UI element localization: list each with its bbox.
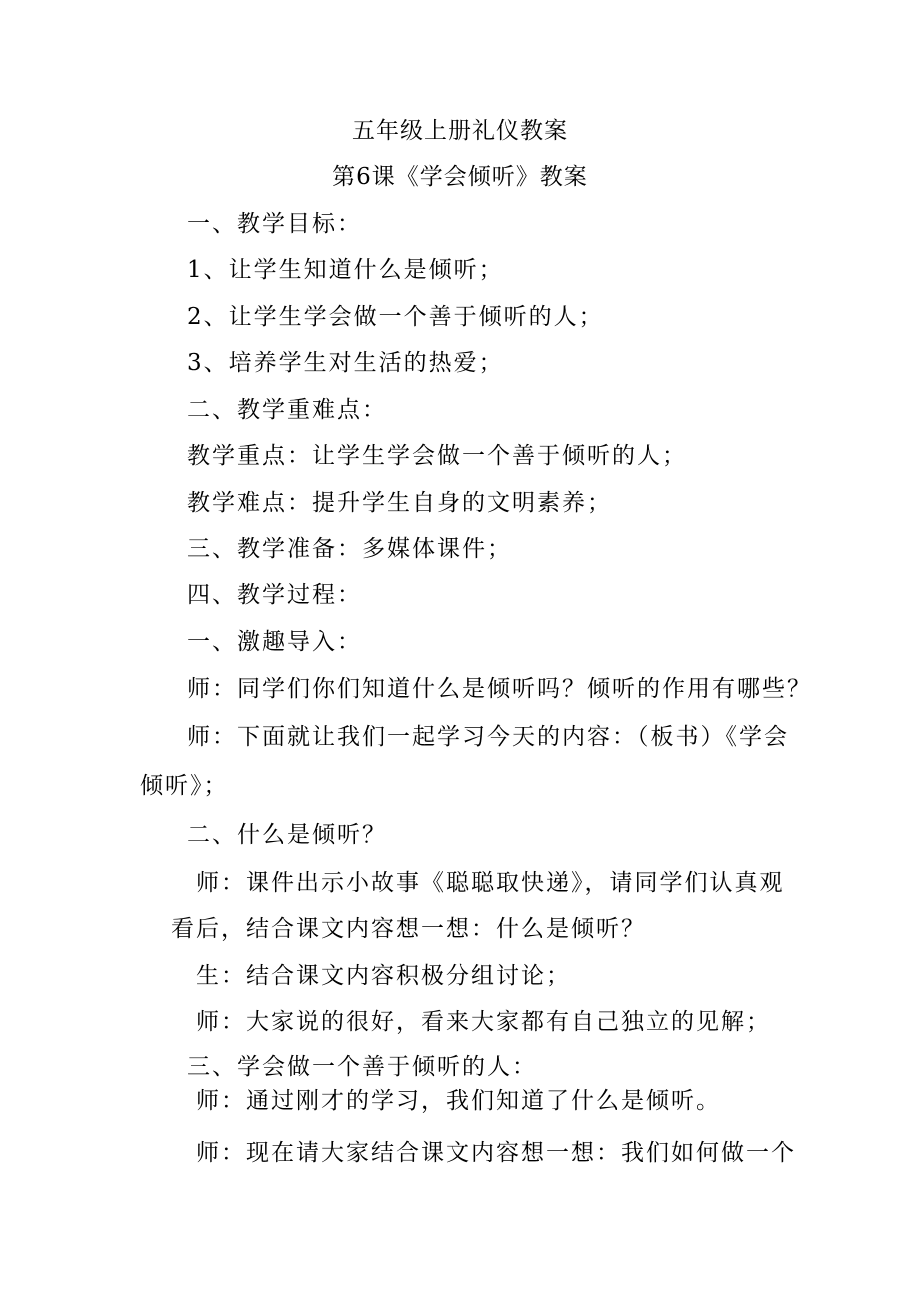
key-point-line: 教学重点：让学生学会做一个善于倾听的人； <box>187 443 687 469</box>
paragraph-line: 师：通过刚才的学习，我们知道了什么是倾听。 <box>196 1088 721 1114</box>
paragraph-line: 倾听》； <box>140 773 229 799</box>
objective-item: 2、让学生学会做一个善于倾听的人； <box>187 304 604 330</box>
section-heading-preparation: 三、教学准备：多媒体课件； <box>187 536 512 562</box>
document-subtitle: 第6课《学会倾听》教案 <box>332 164 588 190</box>
paragraph-line: 师：课件出示小故事《聪聪取快递》，请同学们认真观 <box>196 870 785 896</box>
paragraph-line: 师：同学们你们知道什么是倾听吗？倾听的作用有哪些？ <box>187 676 812 702</box>
section-heading-process: 四、教学过程： <box>187 582 362 608</box>
paragraph-line: 师：现在请大家结合课文内容想一想：我们如何做一个 <box>196 1140 796 1166</box>
step-heading-what-is-listening: 二、什么是倾听？ <box>187 822 387 848</box>
objective-item: 3、培养学生对生活的热爱； <box>187 350 504 376</box>
difficult-point-line: 教学难点：提升学生自身的文明素养； <box>187 490 612 516</box>
step-heading-intro: 一、激趣导入： <box>187 629 362 655</box>
section-heading-objectives: 一、教学目标： <box>187 211 362 237</box>
paragraph-line: 师：下面就让我们一起学习今天的内容：（板书）《学会 <box>187 724 789 750</box>
paragraph-line: 师：大家说的很好，看来大家都有自己独立的见解； <box>196 1009 771 1035</box>
paragraph-line: 看后，结合课文内容想一想：什么是倾听？ <box>171 916 646 942</box>
section-heading-key-points: 二、教学重难点： <box>187 397 387 423</box>
objective-item: 1、让学生知道什么是倾听； <box>187 257 504 283</box>
step-heading-good-listener: 三、学会做一个善于倾听的人： <box>187 1054 537 1080</box>
document-title: 五年级上册礼仪教案 <box>352 118 568 144</box>
paragraph-line: 生：结合课文内容积极分组讨论； <box>196 963 571 989</box>
